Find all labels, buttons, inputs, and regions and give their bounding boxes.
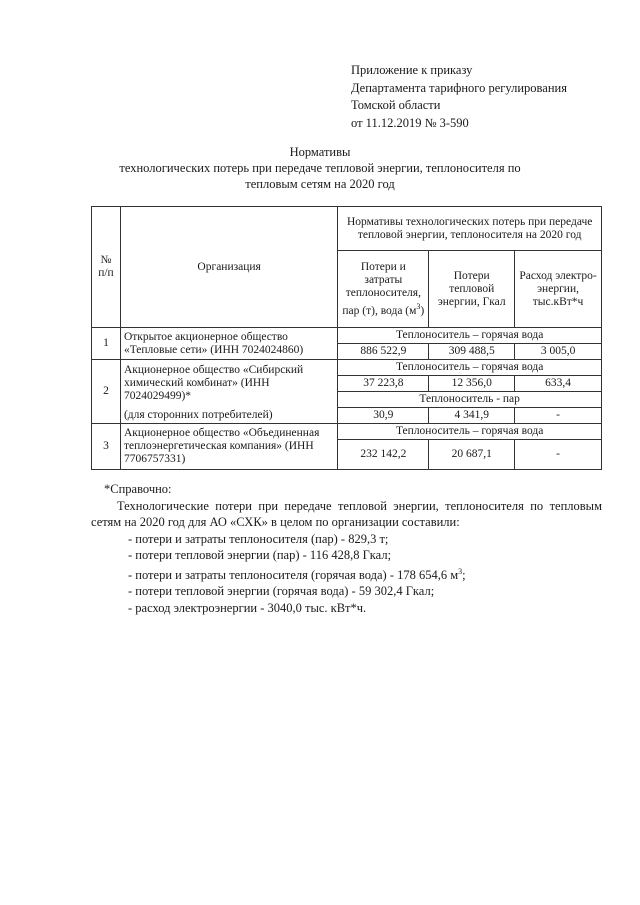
row-organization: Открытое акционерное общество «Тепловые сети» (ИНН 7024024860) <box>120 328 337 360</box>
header-electricity: Расход электро-энергии, тыс.кВт*ч <box>515 251 602 328</box>
cell-heat-losses: 4 341,9 <box>429 408 515 424</box>
title-line: тепловым сетям на 2020 год <box>245 177 395 191</box>
carrier-label: Теплоноситель – горячая вода <box>338 328 602 344</box>
cell-heat-losses: 20 687,1 <box>429 440 515 470</box>
header-norms-group: Нормативы технологических потерь при передаче тепловой энергии, теплоносителя на 2020 год <box>338 207 602 251</box>
cell-electricity: - <box>515 408 602 424</box>
note-item: - потери и затраты теплоносителя (горячая вода) - 178 654,6 $м^3$; <box>128 566 466 582</box>
cell-electricity: 633,4 <box>515 376 602 392</box>
title-line: Нормативы <box>289 145 351 159</box>
row-num: 3 <box>92 424 121 470</box>
row-organization-note: (для сторонних потребителей) <box>120 408 337 424</box>
appendix-order-date: от 11.12.2019 № 3-590 <box>351 115 469 130</box>
note-heading: *Справочно: <box>104 482 172 496</box>
cell-carrier-losses: 37 223,8 <box>338 376 429 392</box>
cell-heat-losses: 12 356,0 <box>429 376 515 392</box>
cell-heat-losses: 309 488,5 <box>429 344 515 360</box>
row-organization: Акционерное общество «Объединенная теплоэнергетическая компания» (ИНН 7706757331) <box>120 424 337 470</box>
cell-carrier-losses: 30,9 <box>338 408 429 424</box>
row-num: 1 <box>92 328 121 360</box>
note-intro: Технологические потери при передаче тепловой энергии, теплоносителя по тепловым сетям на 2020 год для АО «СХК» в целом по организации составили: <box>91 498 602 529</box>
carrier-label: Теплоноситель – горячая вода <box>338 424 602 440</box>
norms-table <box>91 206 602 470</box>
header-num: № п/п <box>92 207 121 328</box>
appendix-header <box>351 62 567 132</box>
carrier-label: Теплоноситель - пар <box>338 392 602 408</box>
note-item: - потери тепловой энергии (пар) - 116 428,8 Гкал; <box>128 548 392 562</box>
appendix-line: Приложение к приказу <box>351 63 473 77</box>
note-item: - расход электроэнергии - 3040,0 тыс. кВт*ч. <box>128 600 367 615</box>
header-heat-losses: Потери тепловой энергии, Гкал <box>429 251 515 328</box>
carrier-label: Теплоноситель – горячая вода <box>338 360 602 376</box>
appendix-line: Департамента тарифного регулирования <box>351 80 567 95</box>
row-organization: Акционерное общество «Сибирский химический комбинат» (ИНН 7024029499)* <box>120 360 337 408</box>
header-carrier-losses: Потери и затраты теплоносителя, пар (т), вода $(м^3)$ <box>338 251 429 328</box>
reference-note <box>91 481 602 616</box>
cell-electricity: - <box>515 440 602 470</box>
cell-carrier-losses: 886 522,9 <box>338 344 429 360</box>
appendix-line: Томской области <box>351 98 441 112</box>
note-item: - потери и затраты теплоносителя (пар) - 829,3 т; <box>128 531 389 546</box>
note-item: - потери тепловой энергии (горячая вода) - 59 302,4 Гкал; <box>128 584 435 599</box>
cell-carrier-losses: 232 142,2 <box>338 440 429 470</box>
row-num: 2 <box>92 360 121 424</box>
cell-electricity: 3 005,0 <box>515 344 602 360</box>
header-organization: Организация <box>120 207 337 328</box>
document-title <box>90 144 550 192</box>
title-line: технологических потерь при передаче тепловой энергии, теплоносителя по <box>119 161 521 175</box>
